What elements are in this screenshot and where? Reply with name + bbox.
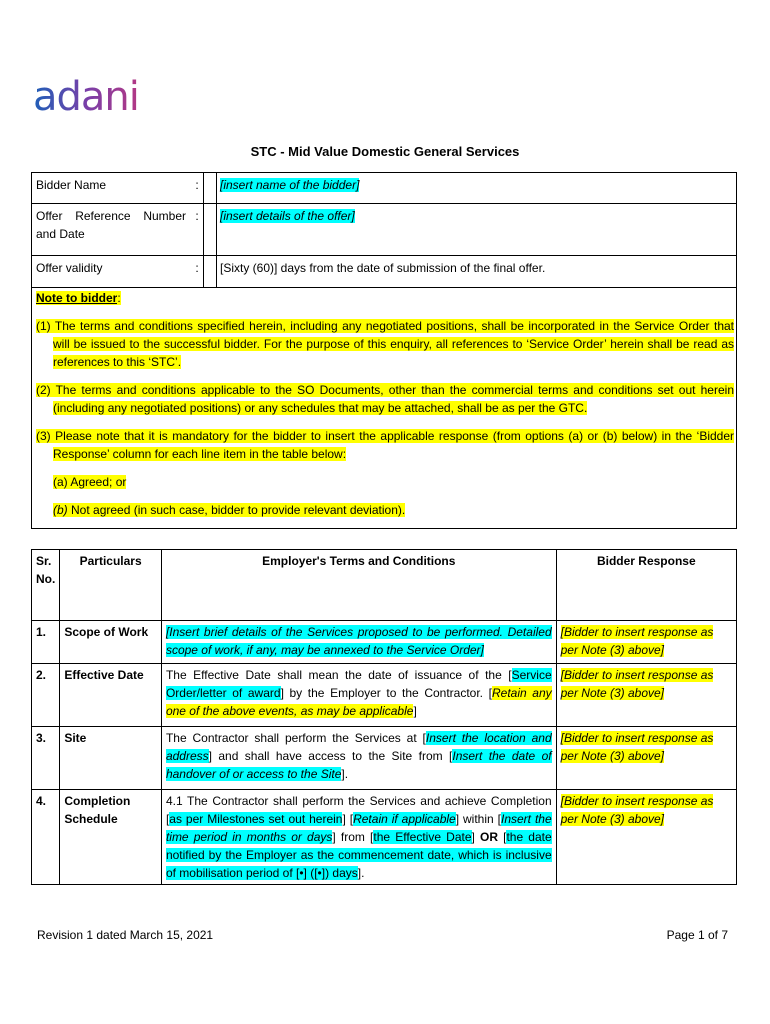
note-to-bidder: Note to bidder: (1) The terms and conditions specified herein, including any negotiated positions, shall be incorporated in the Service Order that will be issued to the successful bidder. For the purpose of this enquiry, all references to ‘Service Order’ herein shall be read as references to this ‘STC’. (2) The terms and conditions applicable to the SO Documents, other than the commercial terms and conditions set out herein (including any negotiated positions) or any schedules that may be attached, shall be as per the GTC. (3) Please note that it is mandatory for the bidder to insert the applicable response (from options (a) or (b) below) in the ‘Bidder Response’ column for each line item in the table below: (a) Agreed; or (b) Not agreed (in such case, bidder to provide relevant deviation). — [36, 291, 734, 517]
table-header-row — [32, 550, 737, 621]
note-1: (1) The terms and conditions specified herein, including any negotiated positions, shall be incorporated in the Service Order that will be issued to the successful bidder. For the purpose of this enquiry, all references to ‘Service Order’ herein shall be read as references to this ‘STC’. — [36, 319, 734, 369]
header-particulars: Particulars — [60, 550, 162, 621]
note-heading: Note to bidder — [36, 291, 118, 305]
bidder-name-row — [32, 173, 736, 204]
offer-details-placeholder: [insert details of the offer] — [220, 209, 355, 223]
offer-validity-row — [32, 256, 736, 288]
header-bidder-response: Bidder Response — [556, 550, 736, 621]
table-row: 4. Completion Schedule 4.1 The Contractor shall perform the Services and achieve Completion [as per Milestones set out herein] [Retain if applicable] within [Insert the time period in months or days] from [the Effective Date] OR [the date notified by the Employer as the commencement date, which is inclusive of mobilisation period of [•] ([•]) days]. [Bidder to insert response as per Note (3) above] — [32, 790, 737, 885]
bidder-response-placeholder: [Bidder to insert response as per Note (3) above] — [560, 794, 714, 826]
table-row: 3. Site The Contractor shall perform the Services at [Insert the location and address] and shall have access to the Site from [Insert the date of handover of or access to the Site]. [Bidder to insert response as per Note (3) above] — [32, 727, 737, 790]
offer-reference-row — [32, 204, 736, 256]
bidder-response-placeholder: [Bidder to insert response as per Note (3) above] — [560, 625, 714, 657]
bidder-response-placeholder: [Bidder to insert response as per Note (3) above] — [560, 668, 714, 700]
table-row: 2. Effective Date The Effective Date shall mean the date of issuance of the [Service Order/letter of award] by the Employer to the Contractor. [Retain any one of the above events, as may be applicable] [Bidder to insert response as per Note (3) above] — [32, 664, 737, 727]
bidder-name-label: Bidder Name — [36, 178, 107, 192]
colon: : — [191, 204, 204, 255]
offer-validity-label: Offer validity — [36, 261, 103, 275]
table-row: 1. Scope of Work [Insert brief details of the Services proposed to be performed. Detailed scope of work, if any, may be annexed to the Service Order] [Bidder to insert response as per Note (3) above] — [32, 621, 737, 664]
bidder-info-box — [31, 172, 737, 529]
footer-revision: Revision 1 dated March 15, 2021 — [37, 928, 214, 942]
option-b: (b) Not agreed (in such case, bidder to provide relevant deviation). — [53, 503, 406, 517]
header-sr-no: Sr. No. — [32, 550, 60, 621]
colon: : — [191, 173, 204, 203]
document-title: STC - Mid Value Domestic General Services — [250, 144, 520, 159]
bidder-name-placeholder: [insert name of the bidder] — [220, 178, 360, 192]
terms-table — [31, 549, 737, 885]
option-a: (a) Agreed; or — [53, 475, 127, 489]
offer-validity-value: [Sixty (60)] days from the date of submission of the final offer. — [220, 261, 546, 275]
offer-reference-label: Offer Reference Number and Date — [36, 209, 186, 241]
bidder-response-placeholder: [Bidder to insert response as per Note (3) above] — [560, 731, 714, 763]
adani-logo: adani — [33, 72, 153, 122]
header-terms: Employer's Terms and Conditions — [161, 550, 556, 621]
footer-page-number: Page 1 of 7 — [666, 928, 728, 942]
note-3: (3) Please note that it is mandatory for the bidder to insert the applicable response (from options (a) or (b) below) in the ‘Bidder Response’ column for each line item in the table below: — [36, 429, 734, 461]
colon: : — [191, 256, 204, 287]
note-2: (2) The terms and conditions applicable to the SO Documents, other than the commercial terms and conditions set out herein (including any negotiated positions) or any schedules that may be attached, shall be as per the GTC. — [36, 383, 734, 415]
